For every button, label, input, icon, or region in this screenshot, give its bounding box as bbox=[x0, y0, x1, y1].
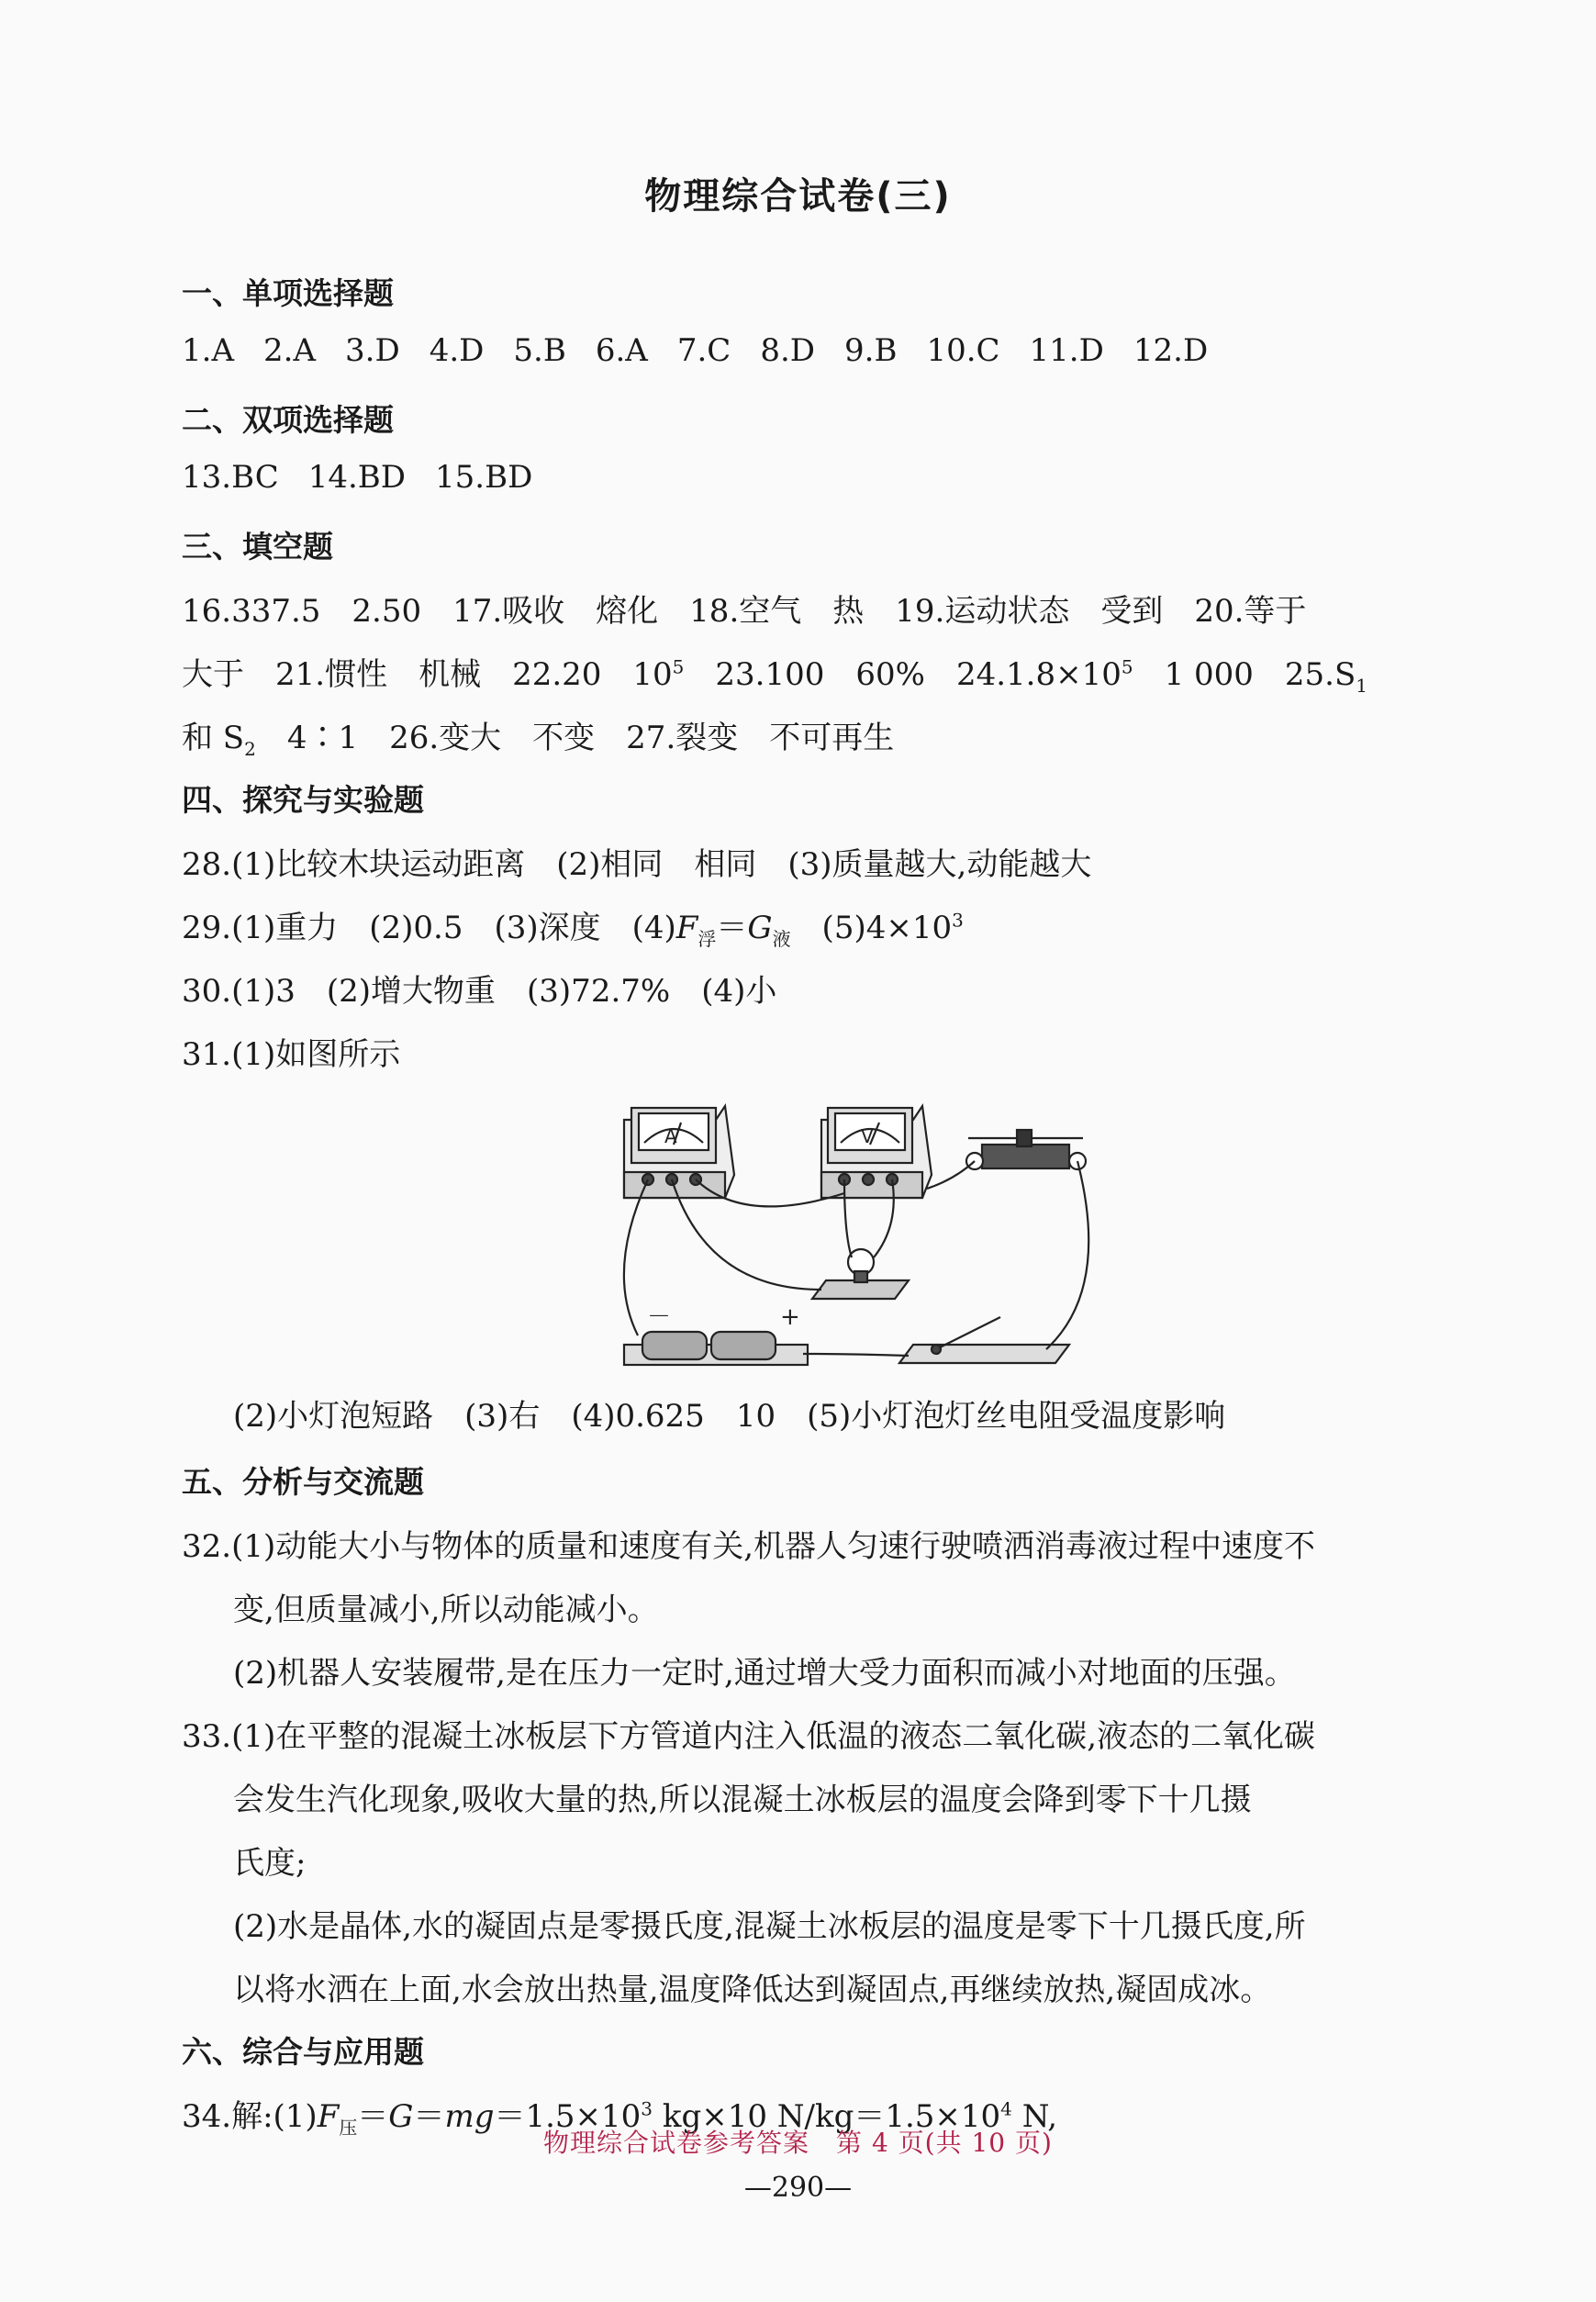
answer-item: 1.A bbox=[182, 332, 234, 369]
battery-plus-label: + bbox=[780, 1303, 800, 1331]
page-title: 物理综合试卷(三) bbox=[644, 175, 952, 218]
answer-item: 3.D bbox=[345, 332, 400, 369]
fill-line-3: 和 $S_2$ 4∶1 26.变大 不变 27.裂变 不可再生 bbox=[182, 720, 895, 760]
page-footer: 物理综合试卷参考答案 第 4 页(共 10 页) bbox=[543, 2128, 1053, 2158]
answer-item: 8.D bbox=[760, 332, 816, 369]
answer-29: 29.(1)重力 (2)0.5 (3)深度 $(4)F_浮=G_液$ $(5)4\times 10^3$ bbox=[182, 909, 964, 950]
ammeter-icon bbox=[624, 1106, 734, 1198]
switch-icon bbox=[899, 1317, 1069, 1363]
answer-item: 10.C bbox=[926, 332, 1000, 369]
fill-line-2: 大于 21.惯性 机械 22.20 $10^5$ 23.100 60% $24.1.8\times 10^5$ 1 000 $25.S_1$ bbox=[182, 655, 1368, 697]
answer-item: 14.BD bbox=[307, 459, 407, 496]
answer-30: 30.(1)3 (2)增大物重 (3)72.7% (4)小 bbox=[182, 973, 777, 1010]
section-fill-blank: 三、填空题 bbox=[182, 529, 333, 564]
section-application: 六、综合与应用题 bbox=[182, 2034, 424, 2070]
answer-item: 6.A bbox=[595, 332, 648, 369]
voltmeter-icon bbox=[821, 1106, 932, 1198]
answer-item: 5.B bbox=[513, 332, 566, 369]
battery-minus-label: － bbox=[647, 1303, 672, 1331]
section-analysis: 五、分析与交流题 bbox=[182, 1464, 424, 1500]
single-choice-answers bbox=[182, 332, 1208, 369]
answer-item: 9.B bbox=[844, 332, 898, 369]
answer-31-part1: 31.(1)如图所示 bbox=[182, 1036, 401, 1073]
voltmeter-label: V bbox=[861, 1125, 874, 1147]
fill-line-1: 16.337.5 2.50 17.吸收 熔化 18.空气 热 19.运动状态 受到 20.等于 bbox=[182, 593, 1307, 630]
bulb-icon bbox=[812, 1249, 909, 1299]
circuit-diagram bbox=[615, 1088, 1092, 1381]
double-choice-answers bbox=[182, 459, 532, 496]
battery-icon bbox=[624, 1332, 808, 1365]
section-single-choice: 一、单项选择题 bbox=[182, 275, 394, 311]
ammeter-label: A bbox=[664, 1125, 677, 1147]
rheostat-icon bbox=[966, 1130, 1086, 1169]
answer-32-line1: 32.(1)动能大小与物体的质量和速度有关,机器人匀速行驶喷洒消毒液过程中速度不 bbox=[182, 1528, 1316, 1565]
answer-item: 11.D bbox=[1029, 332, 1104, 369]
answer-33-line4: (2)水是晶体,水的凝固点是零摄氏度,混凝土冰板层的温度是零下十几摄氏度,所 bbox=[233, 1908, 1306, 1945]
answer-item: 2.A bbox=[263, 332, 316, 369]
answer-34-line1: 34.解$:(1)F_压=G=mg=1.5\times 10^3$ kg×10 $N/kg=1.5\times 10^4$ N, bbox=[182, 2097, 1058, 2139]
answer-32-line3: (2)机器人安装履带,是在压力一定时,通过增大受力面积而减小对地面的压强。 bbox=[233, 1655, 1296, 1692]
answer-item: 15.BD bbox=[435, 459, 533, 496]
answer-33-line2: 会发生汽化现象,吸收大量的热,所以混凝土冰板层的温度会降到零下十几摄 bbox=[233, 1782, 1252, 1818]
page-number: —290— bbox=[743, 2172, 853, 2204]
answer-33-line5: 以将水洒在上面,水会放出热量,温度降低达到凝固点,再继续放热,凝固成冰。 bbox=[233, 1972, 1272, 2008]
answer-item: 12.D bbox=[1133, 332, 1209, 369]
answer-32-line2: 变,但质量减小,所以动能减小。 bbox=[233, 1592, 659, 1628]
answer-33-line3: 氏度; bbox=[233, 1845, 307, 1882]
answer-28: 28.(1)比较木块运动距离 (2)相同 相同 (3)质量越大,动能越大 bbox=[182, 846, 1092, 883]
answer-31-part2: (2)小灯泡短路 (3)右 (4)0.625 10 (5)小灯泡灯丝电阻受温度影响 bbox=[233, 1398, 1226, 1435]
answer-item: 4.D bbox=[429, 332, 485, 369]
answer-item: 7.C bbox=[676, 332, 731, 369]
section-experiment: 四、探究与实验题 bbox=[182, 782, 424, 818]
answer-item: 13.BC bbox=[182, 459, 279, 496]
section-double-choice: 二、双项选择题 bbox=[182, 402, 394, 438]
answer-33-line1: 33.(1)在平整的混凝土冰板层下方管道内注入低温的液态二氧化碳,液态的二氧化碳 bbox=[182, 1718, 1316, 1755]
